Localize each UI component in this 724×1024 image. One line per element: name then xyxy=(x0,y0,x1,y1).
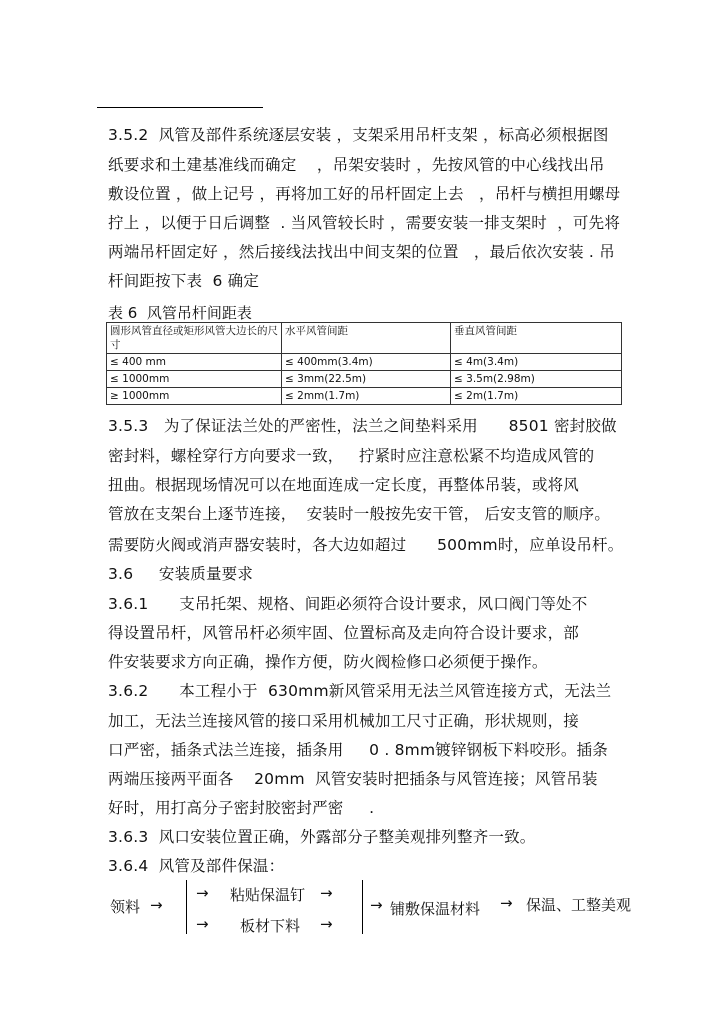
text-line: 3.6.1 支吊托架、规格、间距必须符合设计要求，风口阀门等处不 xyxy=(108,595,588,613)
table-cell: ≥ 1000mm xyxy=(107,388,282,405)
text-line: 拧上 ，以便于日后调整 . 当风管较长时 ，需要安装一排支架时 ，可先将 xyxy=(108,214,621,232)
text-line: 两端吊杆固定好 ，然后接线法找出中间支架的位置 ，最后依次安装 . 吊 xyxy=(108,243,615,261)
text-line: 口严密，插条式法兰连接，插条用 0 . 8mm镀锌钢板下料咬形。插条 xyxy=(108,741,608,759)
hanger-spacing-table xyxy=(106,322,622,405)
header-cell: 水平风管间距 xyxy=(282,323,451,354)
header-cell: 垂直风管间距 xyxy=(451,323,622,354)
table-row xyxy=(107,371,622,388)
flow-branch-top: 粘贴保温钉 xyxy=(230,886,306,904)
arrow-icon: → xyxy=(320,915,333,933)
text-line: 3.5.3 为了保证法兰处的严密性，法兰之间垫料采用 8501 密封胶做 xyxy=(108,417,617,435)
text-line: 件安装要求方向正确，操作方便，防火阀检修口必须便于操作。 xyxy=(108,653,548,671)
flow-middle: 铺敷保温材料 xyxy=(390,900,481,918)
text-line: 敷设位置 ，做上记号 ，再将加工好的吊杆固定上去 ，吊杆与横担用螺母 xyxy=(108,185,621,203)
table-row xyxy=(107,354,622,371)
table-cell: ≤ 2m(1.7m) xyxy=(451,388,622,405)
text-line: 需要防火阀或消声器安装时，各大边如超过 500mm时，应单设吊杆。 xyxy=(108,536,624,554)
arrow-icon: → xyxy=(370,896,383,914)
bracket-left xyxy=(186,880,187,934)
arrow-icon: → xyxy=(196,915,209,933)
table-cell: ≤ 400 mm xyxy=(107,354,282,371)
table-header-row xyxy=(107,323,622,354)
table-cell: ≤ 2mm(1.7m) xyxy=(282,388,451,405)
flow-end: 保温、工整美观 xyxy=(526,896,632,914)
text-line: 好时，用打高分子密封胶密封严密 . xyxy=(108,799,375,817)
text-line: 得设置吊杆，风管吊杆必须牢固、位置标高及走向符合设计要求，部 xyxy=(108,624,580,642)
text-line: 扭曲。根据现场情况可以在地面连成一定长度，再整体吊装，或将风 xyxy=(108,476,580,494)
text-line: 纸要求和土建基准线而确定 ，吊架安装时 ，先按风管的中心线找出吊 xyxy=(108,156,605,174)
text-line: 3.6.2 本工程小于 630mm新风管采用无法兰风管连接方式，无法兰 xyxy=(108,682,612,700)
arrow-icon: → xyxy=(320,884,333,902)
table-caption: 表 6 风管吊杆间距表 xyxy=(108,304,252,322)
table-cell: ≤ 1000mm xyxy=(107,371,282,388)
footnote-rule xyxy=(97,107,263,108)
text-line: 管放在支架台上逐节连接， 安装时一般按先安干管， 后安支管的顺序。 xyxy=(108,505,611,523)
flow-start: 领料 xyxy=(110,898,141,916)
text-line: 密封料，螺栓穿行方向要求一致， 拧紧时应注意松紧不均造成风管的 xyxy=(108,447,595,465)
table-cell: ≤ 4m(3.4m) xyxy=(451,354,622,371)
text-line: 3.5.2 风管及部件系统逐层安装 ，支架采用吊杆支架 ，标高必须根据图 xyxy=(108,126,609,144)
header-cell: 圆形风管直径或矩形风管大边长的尺寸 xyxy=(107,323,282,354)
flow-branch-bottom: 板材下料 xyxy=(240,917,301,935)
text-line: 3.6.4 风管及部件保温： xyxy=(108,857,285,875)
section-heading: 3.6 安装质量要求 xyxy=(108,565,254,583)
bracket-right xyxy=(362,880,363,934)
table-cell: ≤ 3mm(22.5m) xyxy=(282,371,451,388)
table-cell: ≤ 400mm(3.4m) xyxy=(282,354,451,371)
table-cell: ≤ 3.5m(2.98m) xyxy=(451,371,622,388)
arrow-icon: → xyxy=(150,896,163,914)
arrow-icon: → xyxy=(500,894,513,912)
text-line: 加工，无法兰连接风管的接口采用机械加工尺寸正确，形状规则，接 xyxy=(108,712,580,730)
arrow-icon: → xyxy=(196,884,209,902)
text-line: 3.6.3 风口安装位置正确，外露部分子整美观排列整齐一致。 xyxy=(108,828,536,846)
text-line: 杆间距按下表 6 确定 xyxy=(108,272,260,290)
text-line: 两端压接两平面各 20mm 风管安装时把插条与风管连接；风管吊装 xyxy=(108,770,598,788)
table-row xyxy=(107,388,622,405)
